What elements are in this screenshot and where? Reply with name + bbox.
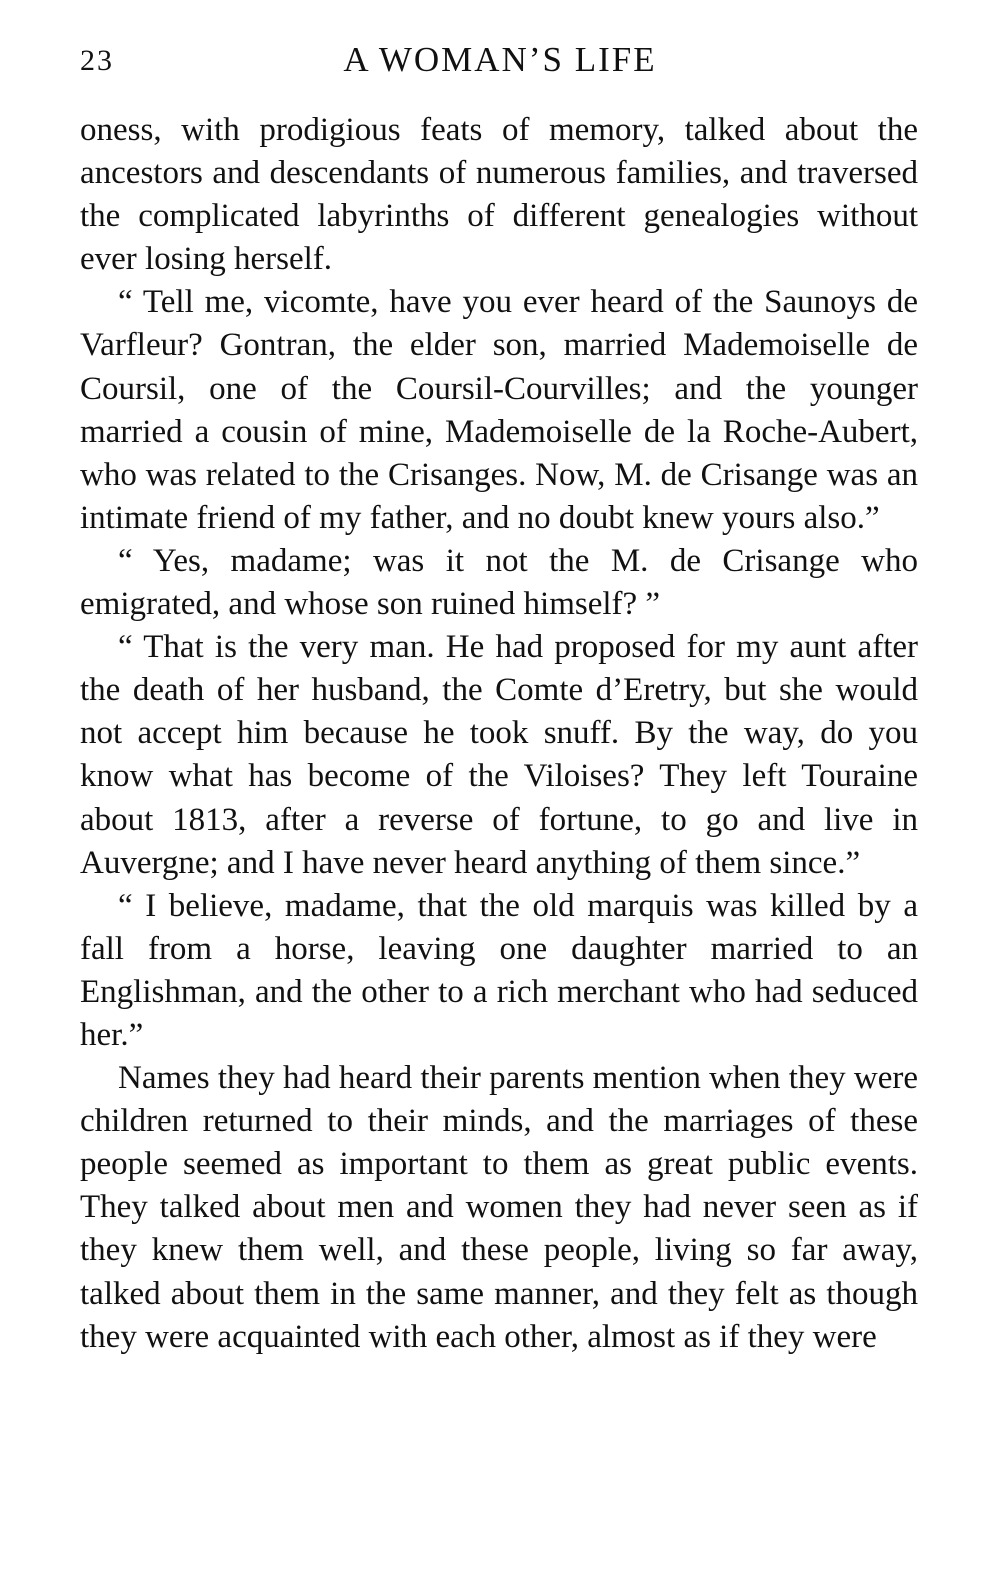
body-text (80, 109, 918, 1359)
running-head (80, 40, 920, 88)
paragraph-dialogue: “ That is the very man. He had proposed for my aunt after the death of her husband, the Comte d’Eretry, but she would not accept him because he took snuff. By the way, do you know what has become of the Viloises? They left Touraine about 1813, after a reverse of fortune, to go and live in Auvergne; and I have never heard anything of them since.” (80, 629, 918, 881)
page-number: 23 (80, 44, 114, 77)
paragraph-dialogue: “ I believe, madame, that the old marquis was killed by a fall from a horse, leaving one daughter married to an Englishman, and the other to a rich merchant who had seduced her.” (80, 887, 918, 1053)
paragraph-dialogue: “ Yes, madame; was it not the M. de Crisange who emigrated, and whose son ruined himself? ” (80, 542, 918, 623)
paragraph-narration: Names they had heard their parents mention when they were children returned to their minds, and the marriages of these people seemed as important to them as great public events. They talked about men and women they had never seen as if they knew them well, and these people, living so far away, talked about them in the same manner, and they felt as though they were acquainted with each other, almost as if they were (80, 1060, 918, 1355)
running-title: A WOMAN’S LIFE (343, 40, 657, 79)
paragraph-continuation: oness, with prodigious feats of memory, talked about the ancestors and descendants of numerous families, and traversed the complicated labyrinths of different genealogies without ever losing herself. (80, 112, 918, 278)
paragraph-dialogue: “ Tell me, vicomte, have you ever heard of the Saunoys de Varfleur? Gontran, the elder son, married Mademoiselle de Coursil, one of the Coursil-Courvilles; and the younger married a cousin of mine, Mademoiselle de la Roche-Aubert, who was related to the Crisanges. Now, M. de Crisange was an intimate friend of my father, and no doubt knew yours also.” (80, 284, 918, 536)
